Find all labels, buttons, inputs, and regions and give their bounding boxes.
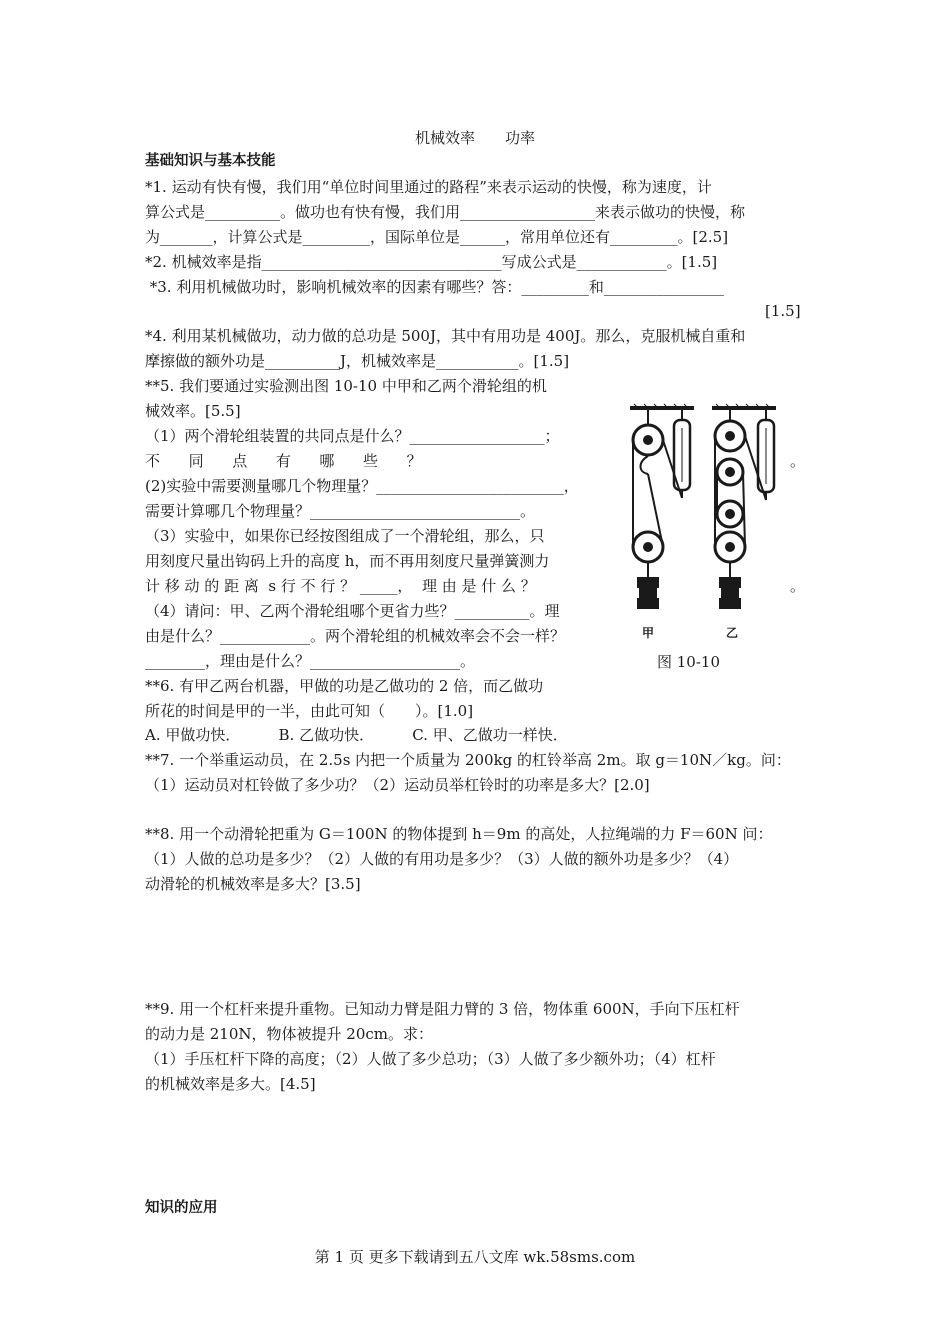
end-mark: 。: [790, 452, 806, 470]
question-line: **9. 用一个杠杆来提升重物。已知动力臂是阻力臂的 3 倍，物体重 600N，手向下压杠杆: [145, 1000, 740, 1018]
score-label: [1.5]: [765, 302, 801, 320]
question-line: 由是什么？____________。两个滑轮组的机械效率会不会一样？: [145, 627, 566, 645]
page-footer: 第 1 页 更多下载请到五八文库 wk.58sms.com: [314, 1248, 636, 1266]
question-line: 计 移 动 的 距 离 s 行 不 行 ？ _____， 理 由 是 什 么 ？: [145, 577, 536, 595]
question-line: *2. 机械效率是指________________________________写成公式是____________。[1.5]: [145, 253, 718, 271]
question-line: （1）人做的总功是多少？（2）人做的有用功是多少？（3）人做的额外功是多少？（4）: [145, 850, 739, 868]
end-mark: 。: [790, 577, 806, 595]
question-line: （4）请问：甲、乙两个滑轮组哪个更省力些？__________。理: [145, 602, 560, 620]
question-line: 摩擦做的额外功是__________J，机械效率是___________。[1.5]: [145, 352, 570, 370]
question-line: 用刻度尺量出钩码上升的高度 h，而不再用刻度尺量弹簧测力: [145, 552, 550, 570]
question-line: ________，理由是什么？____________________。: [145, 652, 476, 670]
question-line: *3. 利用机械做功时，影响机械效率的因素有哪些？答：_________和________________: [145, 278, 724, 296]
pulley-figure: [624, 402, 794, 641]
figure-caption: 图 10-10: [657, 653, 721, 671]
question-line: **5. 我们要通过实验测出图 10-10 中甲和乙两个滑轮组的机: [145, 377, 547, 395]
page-title: 机械效率 功率: [414, 129, 535, 147]
question-line: (2)实验中需要测量哪几个物理量？_________________________，: [145, 477, 579, 495]
question-line: 所花的时间是甲的一半，由此可知（ ）。[1.0]: [145, 702, 474, 720]
question-line: 为_______，计算公式是_________，国际单位是______，常用单位还有_________。[2.5]: [145, 228, 729, 246]
question-line: 械效率。[5.5]: [145, 402, 241, 420]
question-line: （1）两个滑轮组装置的共同点是什么？__________________；: [145, 427, 560, 445]
question-line: （3）实验中，如果你已经按图组成了一个滑轮组，那么，只: [145, 527, 545, 545]
question-line: *4. 利用某机械做功，动力做的总功是 500J，其中有用功是 400J。那么，克服机械自重和: [145, 327, 746, 345]
question-line: 需要计算哪几个物理量？____________________________。: [145, 502, 536, 520]
question-line: **6. 有甲乙两台机器，甲做的功是乙做功的 2 倍，而乙做功: [145, 677, 544, 695]
question-line: 算公式是__________。做功也有快有慢，我们用__________________来表示做功的快慢，称: [145, 203, 746, 221]
question-line: 的机械效率是多大。[4.5]: [145, 1075, 316, 1093]
question-line: *1. 运动有快有慢，我们用“单位时间里通过的路程”来表示运动的快慢，称为速度，计: [145, 178, 712, 196]
choice-options: A. 甲做功快． B. 乙做功快． C. 甲、乙做功一样快．: [145, 726, 568, 744]
question-line: 动滑轮的机械效率是多大？[3.5]: [145, 875, 361, 893]
section-heading-basics: 基础知识与基本技能: [145, 153, 276, 169]
question-line: 的动力是 210N，物体被提升 20cm。求：: [145, 1025, 434, 1043]
question-line: **8. 用一个动滑轮把重为 G＝100N 的物体提到 h＝9m 的高处，人拉绳端的力 F＝60N 问：: [145, 825, 773, 843]
question-line: （1）手压杠杆下降的高度；（2）人做了多少总功；（3）人做了多少额外功；（4）杠杆: [145, 1050, 716, 1068]
question-line: 不 同 点 有 哪 些 ？: [145, 452, 422, 470]
section-heading-application: 知识的应用: [145, 1200, 218, 1216]
figure-label-yi: 乙: [726, 626, 739, 640]
figure-label-jia: 甲: [642, 626, 655, 640]
question-line: （1）运动员对杠铃做了多少功？（2）运动员举杠铃时的功率是多大？[2.0]: [145, 776, 650, 794]
question-line: **7. 一个举重运动员，在 2.5s 内把一个质量为 200kg 的杠铃举高 2m。取 g＝10N／kg。问：: [145, 751, 791, 769]
